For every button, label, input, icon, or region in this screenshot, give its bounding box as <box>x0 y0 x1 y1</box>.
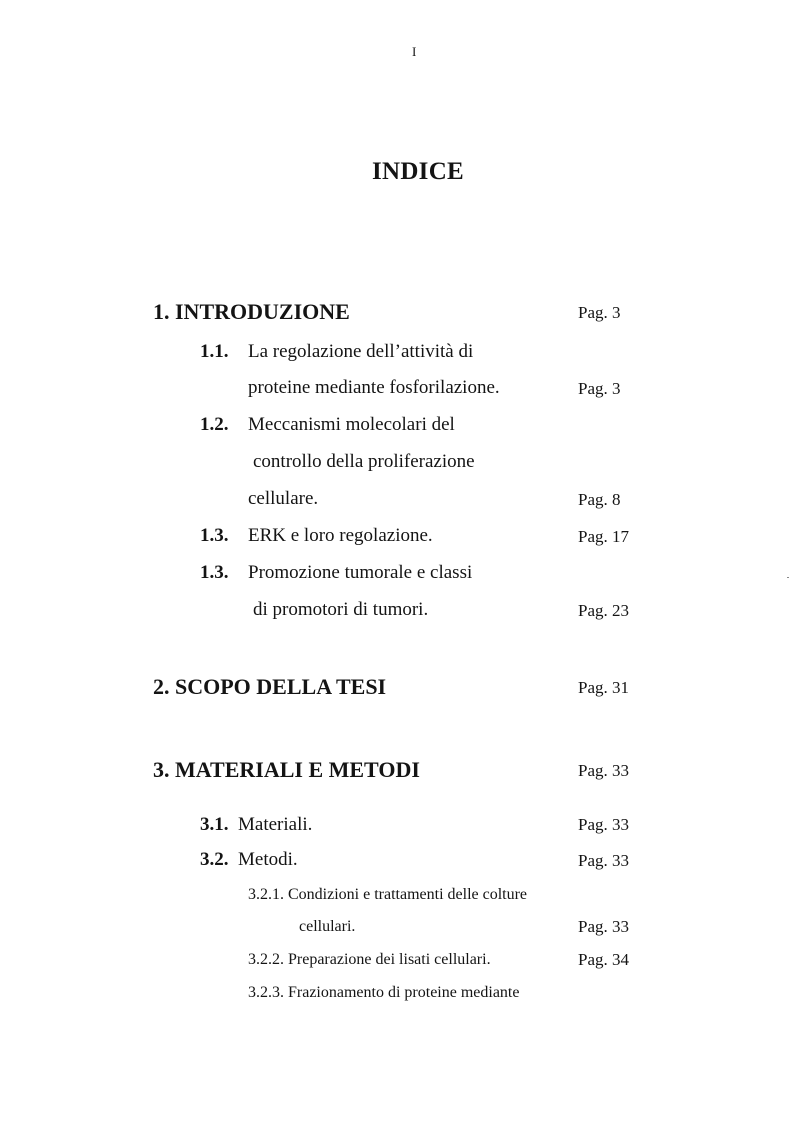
toc-1-2-line1: Meccanismi molecolari del <box>248 414 455 435</box>
toc-1-4-line1: Promozione tumorale e classi <box>248 562 473 583</box>
toc-3-2-1-line1: 3.2.1. Condizioni e trattamenti delle colture <box>248 886 528 903</box>
toc-3-2-3-line1: 3.2.3. Frazionamento di proteine mediante <box>248 984 520 1001</box>
toc-3-1-page: Pag. 33 <box>578 815 629 834</box>
toc-3-1-number: 3.1. <box>200 814 229 835</box>
toc-1-1-line1: La regolazione dell’attività di <box>248 341 474 362</box>
toc-1-3-number: 1.3. <box>200 525 229 546</box>
toc-section-3-title: 3. MATERIALI E METODI <box>153 757 420 782</box>
toc-1-2-number: 1.2. <box>200 414 229 435</box>
toc-1-4-line2: di promotori di tumori. <box>253 599 429 620</box>
toc-section-1-title: 1. INTRODUZIONE <box>153 299 350 324</box>
toc-3-2-1-line2: cellulari. <box>299 918 356 935</box>
toc-1-1-line2: proteine mediante fosforilazione. <box>248 377 500 398</box>
toc-3-2-2-line1: 3.2.2. Preparazione dei lisati cellulari. <box>248 951 491 968</box>
toc-section-1-page: Pag. 3 <box>578 303 621 322</box>
toc-1-2-line2: controllo della proliferazione <box>253 451 475 472</box>
toc-section-2-page: Pag. 31 <box>578 678 629 697</box>
toc-3-1-text: Materiali. <box>238 814 313 835</box>
toc-3-2-number: 3.2. <box>200 849 229 870</box>
page-number: I <box>412 44 417 59</box>
toc-section-3-page: Pag. 33 <box>578 761 629 780</box>
toc-3-2-page: Pag. 33 <box>578 851 629 870</box>
toc-3-2-text: Metodi. <box>238 849 298 870</box>
toc-1-4-number: 1.3. <box>200 562 229 583</box>
toc-1-1-page: Pag. 3 <box>578 379 621 398</box>
page-title: INDICE <box>371 158 465 185</box>
toc-3-2-2-page: Pag. 34 <box>578 950 629 969</box>
toc-3-2-1-page: Pag. 33 <box>578 917 629 936</box>
toc-1-2-page: Pag. 8 <box>578 490 621 509</box>
toc-1-2-line3: cellulare. <box>248 488 319 509</box>
toc-1-4-page: Pag. 23 <box>578 601 629 620</box>
toc-section-2-title: 2. SCOPO DELLA TESI <box>153 674 387 699</box>
toc-1-1-number: 1.1. <box>200 341 229 362</box>
toc-1-3-line1: ERK e loro regolazione. <box>248 525 433 546</box>
scan-speck <box>787 577 789 578</box>
toc-1-3-page: Pag. 17 <box>578 527 629 546</box>
